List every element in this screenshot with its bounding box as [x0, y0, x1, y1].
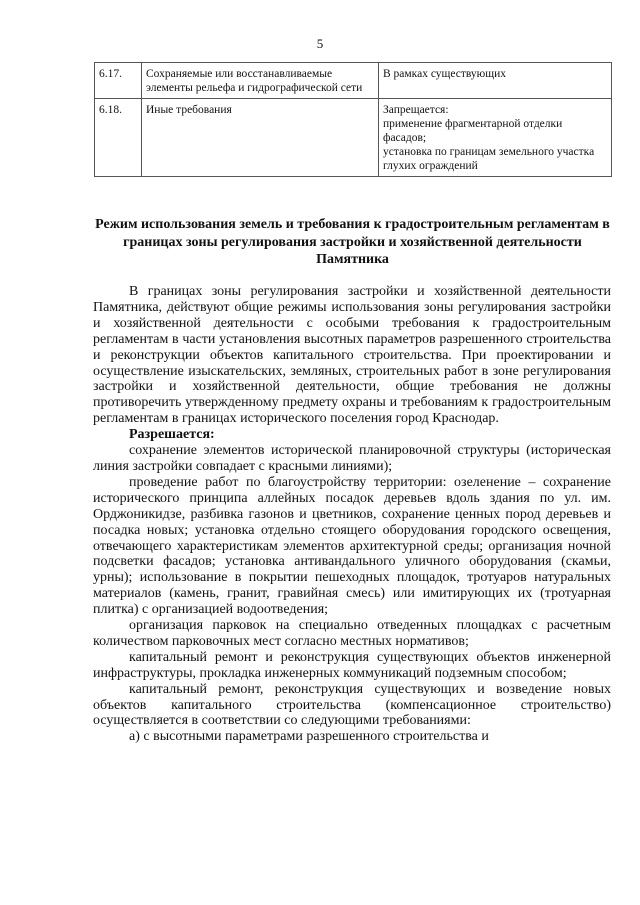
- list-item: сохранение элементов исторической планировочной структуры (историческая линия застройки совпадает с красными линиями);: [93, 443, 611, 474]
- row-value-line: В рамках существующих: [383, 68, 507, 80]
- section-heading: Режим использования земель и требования к градостроительным регламентам в границах зоны регулирования застройки и хозяйственной деятельности Памятника: [95, 217, 610, 267]
- list-item: капитальный ремонт, реконструкция существующих и возведение новых объектов капитального строительства (компенсационное строительство) осуществляется в соответствии со следующими требованиями:: [93, 681, 611, 729]
- table-row: [95, 63, 612, 99]
- list-item: капитальный ремонт и реконструкция существующих объектов инженерной инфраструктуры, прокладка инженерных коммуникаций подземным способом;: [93, 649, 611, 681]
- list-item: проведение работ по благоустройству территории: озеленение – сохранение исторического принципа аллейных посадок деревьев вдоль здания по ул. им. Орджоникидзе, разбивка газонов и цветников, сохранение ценных пород деревьев и посадка новых; установка отдельно стоящего оборудования городского освещения, отвечающего характеристикам элементов архитектурной среды; организация ночной подсветки фасадов; установка антивандального уличного оборудования (скамьи, урны); использование в покрытии пешеходных площадок, тротуаров натуральных материалов (камень, гранит, гравийная смесь) или имитирующих их (тротуарная плитка) с организацией водоотведения;: [93, 474, 611, 618]
- page-number: 5: [316, 36, 324, 51]
- row-number: 6.18.: [95, 99, 142, 177]
- allowed-label: Разрешается:: [129, 427, 215, 443]
- list-item: организация парковок на специально отведенных площадках с расчетным количеством парковочных мест согласно местных нормативов;: [93, 618, 611, 649]
- table-row: [95, 99, 612, 177]
- requirements-table: [94, 62, 612, 177]
- row-name: Иные требования: [142, 99, 379, 177]
- list-item: а) с высотными параметрами разрешенного строительства и: [129, 729, 489, 745]
- intro-paragraph: В границах зоны регулирования застройки и хозяйственной деятельности Памятника, действуют общие режимы использования зоны регулирования застройки и хозяйственной деятельности с особыми требования к градостроительным регламентам в части установления высотных параметров разрешенного строительства и реконструкции объектов капитального строительства. При проектировании и осуществление изыскательских, земляных, строительных работ в зоне регулирования застройки и хозяйственной деятельности, общие требования не должны противоречить утвержденному предмету охраны и требованиям к градостроительным регламентам в границах исторического поселения город Краснодар.: [93, 284, 611, 427]
- section-body: [93, 284, 611, 745]
- row-value-line: установка по границам земельного участка глухих ограждений: [383, 146, 595, 172]
- row-number: 6.17.: [95, 63, 142, 99]
- row-value-line: применение фрагментарной отделки фасадов;: [383, 118, 563, 144]
- row-value: [379, 99, 612, 177]
- row-value-line: Запрещается:: [383, 104, 449, 116]
- row-name: Сохраняемые или восстанавливаемые элементы рельефа и гидрографической сети: [142, 63, 379, 99]
- row-value: [379, 63, 612, 99]
